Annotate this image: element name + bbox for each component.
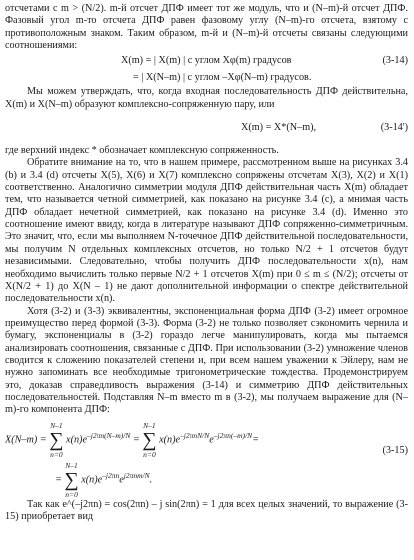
- eq-3-14-number: (3-14): [382, 54, 408, 66]
- paragraph-4: Обратите внимание на то, что в нашем примере, рассмотренном выше на рисунках 3.4 (b) и 3.4 (d) отсчеты X(5), X(6) и X(7) комплексно сопряжены отсчетам X(3), X(2) и X(1) соответственно. Аналогично симметрии модуля ДПФ действительная часть X(m) обладает тем, что называется четной симметрией, как показано на рисунке 3.4 (c), а мнимая часть ДПФ обладает нечетной симметрией, как показано на рисунке 3.4 (d). Именно это соотношение имеют ввиду, когда в литературе называют ДПФ сопряженно-симметричным. Это значит, что, если мы выполняем N-точечное ДПФ действительной последовательности, мы получим N отдельных комплексных отсчетов, но только N/2 + 1 отсчетов будут независимыми. Следовательно, чтобы получить ДПФ последовательности x(n), нам необходимо вычислить только первые N/2 + 1 отсчетов X(m) при 0 ≤ m ≤ (N/2); отсчеты от X(N/2 + 1) до X(N – 1) не дают дополнительной информации о спектре действительной последовательности x(n).: [5, 157, 408, 305]
- eq-3-15-line2: = N–1 ∑ n=0 $x(n)e^{-j2\pi n}e^{j2\pi nm/N}$.: [55, 460, 153, 499]
- summation-2: N–1 ∑ n=0: [142, 420, 157, 459]
- paragraph-2: Мы можем утверждать, что, когда входная последовательность ДПФ действительна, X(m) и X(N–m) образуют комплексно-сопряженную пару, или: [5, 86, 408, 110]
- equation-3-15: [5, 417, 408, 499]
- eq-3-15-lhs: X(N–m) =: [5, 433, 47, 445]
- summation-1: N–1 ∑ n=0: [49, 420, 64, 459]
- eq-3-14-prime-number: (3-14'): [380, 121, 408, 133]
- summation-3: N–1 ∑ n=0: [64, 460, 79, 499]
- equation-3-14-line1: [5, 52, 408, 69]
- equation-3-14-prime: [5, 111, 408, 145]
- paragraph-1: отсчетами с m > (N/2). m-й отсчет ДПФ имеет тот же модуль, что и (N–m)-й отсчет ДПФ. Фазовый угол m-то отсчета ДПФ равен фазовому углу (N–m)-го отсчета, взятому с противоположным знаком. Таким образом, m-й и (N–m)-й отсчеты связаны следующими соотношениями:: [5, 3, 408, 52]
- equation-3-14-line2: [5, 69, 408, 86]
- eq-3-14-line1-text: X(m) = | X(m) | с углом Xφ(m) градусов: [121, 54, 292, 66]
- eq-3-14-prime-text: X(m) = X*(N–m),: [241, 121, 317, 133]
- eq-3-15-number: (3-15): [382, 444, 408, 456]
- paragraph-6: Так как e^(–j2πn) = cos(2πn) – j sin(2πn) = 1 для всех целых значений, то выражение (3-15) приобретает вид: [5, 498, 408, 522]
- paragraph-5: Хотя (3-2) и (3-3) эквивалентны, экспоненциальная форма ДПФ (3-2) имеет огромное преимущество перед формой (3-3). Форма (3-2) не только позволяет сэкономить чернила и бумагу, экспоненциалы в (3-2) гораздо легче манипулировать, когда мы пытаемся анализировать соотношения, связанные с ДПФ. При использовании (3-2) умножение членов сводится к сложению показателей степени и, при всем нашем уважении к Эйлеру, нам не нужно запоминать все необходимые тригонометрические тождества. Продемонстрируем это, доказав справедливость выражения (3-14) и симметрию ДПФ действительных последовательностей. Подставляя N–m вместо m в (3-2), мы получаем выражение для (N–m)-го компонента ДПФ:: [5, 305, 408, 416]
- paragraph-3: где верхний индекс * обозначает комплексную сопряженность.: [5, 145, 279, 157]
- eq-3-14-line2-text: = | X(N–m) | с углом –Xφ(N–m) градусов.: [133, 71, 312, 83]
- eq-3-15-line1: X(N–m) = N–1 ∑ n=0 $x(n)e^{-j2\pi n(N-m)/N}$ = N–1 ∑ n=0 $x(n)e^{-j2\pi nN/N}e^{-j2\pi n(-m)/N}=$: [5, 420, 259, 459]
